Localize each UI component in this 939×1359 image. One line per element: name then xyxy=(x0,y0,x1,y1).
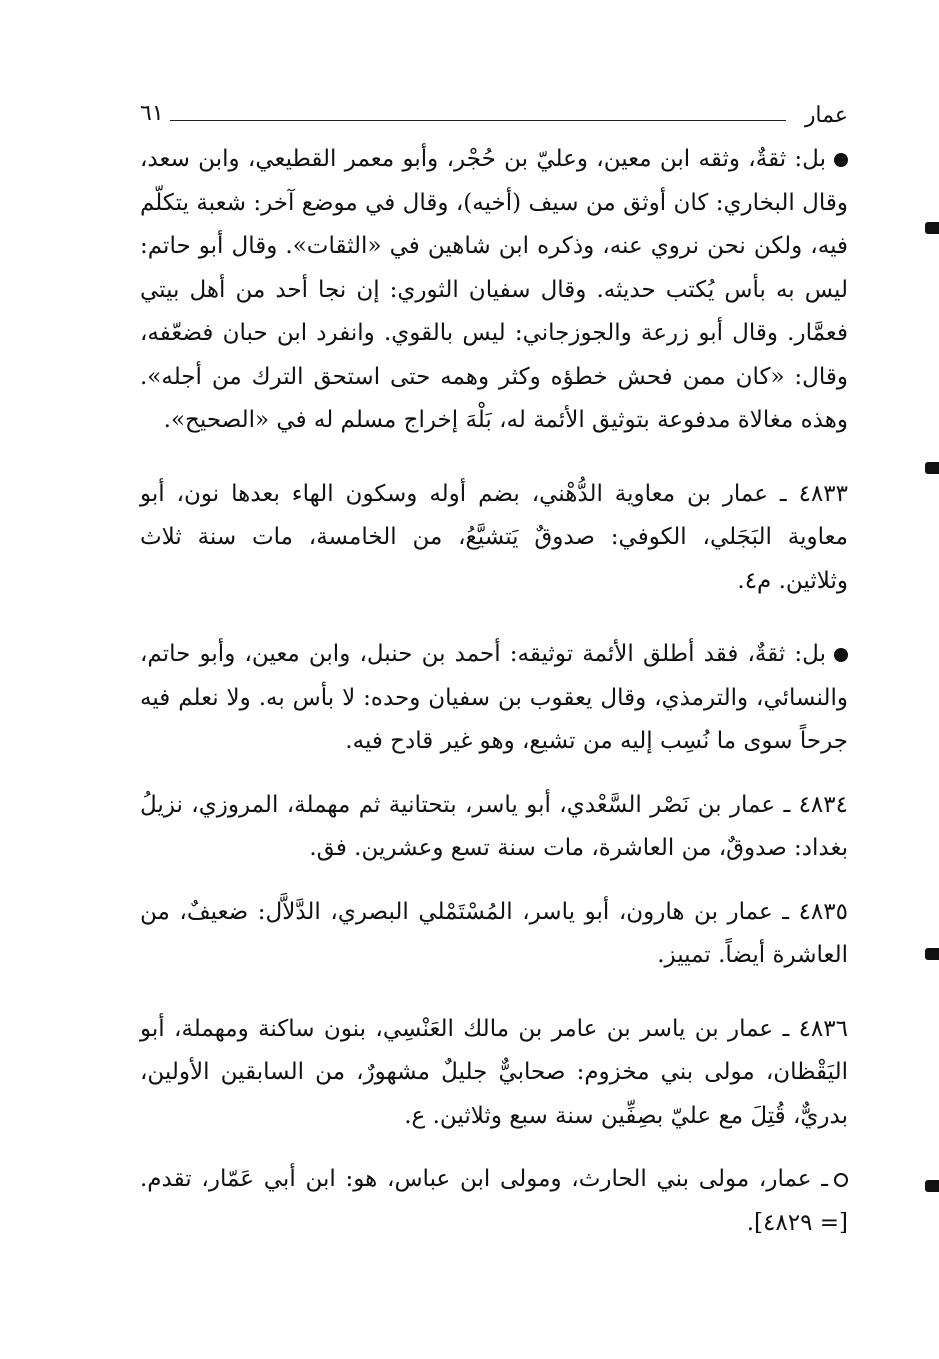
header-rule xyxy=(170,120,786,121)
entry-text: ٤٨٣٣ ـ عمار بن معاوية الدُّهْني، بضم أوله وسكون الهاء بعدها نون، أبو معاوية البَجَلي، الكوفي: صدوقٌ يَتشيَّعُ، من الخامسة، مات سنة ثلاث وثلاثين. م٤. xyxy=(140,480,848,594)
entry-text: ٤٨٣٤ ـ عمار بن نَصْر السَّعْدي، أبو ياسر، بتحتانية ثم مهملة، المروزي، نزيلُ بغداد: صدوقٌ، من العاشرة، مات سنة تسع وعشرين. فق. xyxy=(140,791,848,861)
entry-text: بل: ثقةٌ، وثقه ابن معين، وعليّ بن حُجْر، وأبو معمر القطيعي، وابن سعد، وقال البخاري: كان أوثق من سيف (أخيه)، وقال في موضع آخر: شعبة يتكلّم فيه، ولكن نحن نروي عنه، وذكره ابن شاهين في «الثقات». وقال أبو حاتم: ليس به بأس يُكتب حديثه. وقال سفيان الثوري: إن نجا أحد من أهل بيتي فعمَّار. وقال أبو زرعة والجوزجاني: ليس بالقوي. وانفرد ابن حبان فضعّفه، وقال: «كان ممن فحش خطؤه وكثر وهمه حتى استحق الترك من أجله». وهذه مغالاة مدفوعة بتوثيق الأئمة له، بَلْهَ إخراج مسلم له في «الصحيح». xyxy=(140,146,848,433)
edge-marker-icon xyxy=(925,1180,939,1192)
bullet-dot-icon xyxy=(834,648,848,662)
entry-4836 xyxy=(140,1008,848,1139)
page-header xyxy=(140,98,848,126)
entry-commentary-1 xyxy=(140,138,848,443)
entry-text: بل: ثقةٌ، فقد أطلق الأئمة توثيقه: أحمد بن حنبل، وابن معين، وأبو حاتم، والنسائي، والترمذي، وقال يعقوب بن سفيان وحده: لا بأس به. ولا نعلم فيه جرحاً سوى ما نُسِب إليه من تشيع، وهو غير قادح فيه. xyxy=(140,641,848,754)
entry-commentary-2 xyxy=(140,633,848,764)
entry-cross-reference xyxy=(140,1158,848,1245)
entry-text: ـ عمار، مولى بني الحارث، ومولى ابن عباس، هو: ابن أبي عَمّار، تقدم. [= ٤٨٢٩]. xyxy=(140,1166,848,1236)
entry-4834 xyxy=(140,784,848,871)
edge-marker-icon xyxy=(925,948,939,960)
edge-marker-icon xyxy=(925,222,939,234)
entry-4835 xyxy=(140,891,848,978)
bullet-ring-icon xyxy=(834,1173,848,1187)
entry-text: ٤٨٣٦ ـ عمار بن ياسر بن عامر بن مالك العَنْسِي، بنون ساكنة ومهملة، أبو اليَقْظان، مولى بني مخزوم: صحابيٌّ جليلٌ مشهورٌ، من السابقين الأولين، بدريٌّ، قُتِلَ مع عليّ بصِفِّين سنة سبع وثلاثين. ع. xyxy=(140,1015,848,1129)
page-number: ٦١ xyxy=(140,101,164,126)
bullet-dot-icon xyxy=(834,153,848,167)
running-head: عمار xyxy=(804,103,848,128)
page-body xyxy=(140,138,848,1245)
edge-marker-icon xyxy=(925,462,939,474)
entry-4833 xyxy=(140,473,848,604)
entry-text: ٤٨٣٥ ـ عمار بن هارون، أبو ياسر، المُسْتَمْلي البصري، الدَّلاَّل: ضعيفٌ، من العاشرة أيضاً. تمييز. xyxy=(140,898,848,968)
